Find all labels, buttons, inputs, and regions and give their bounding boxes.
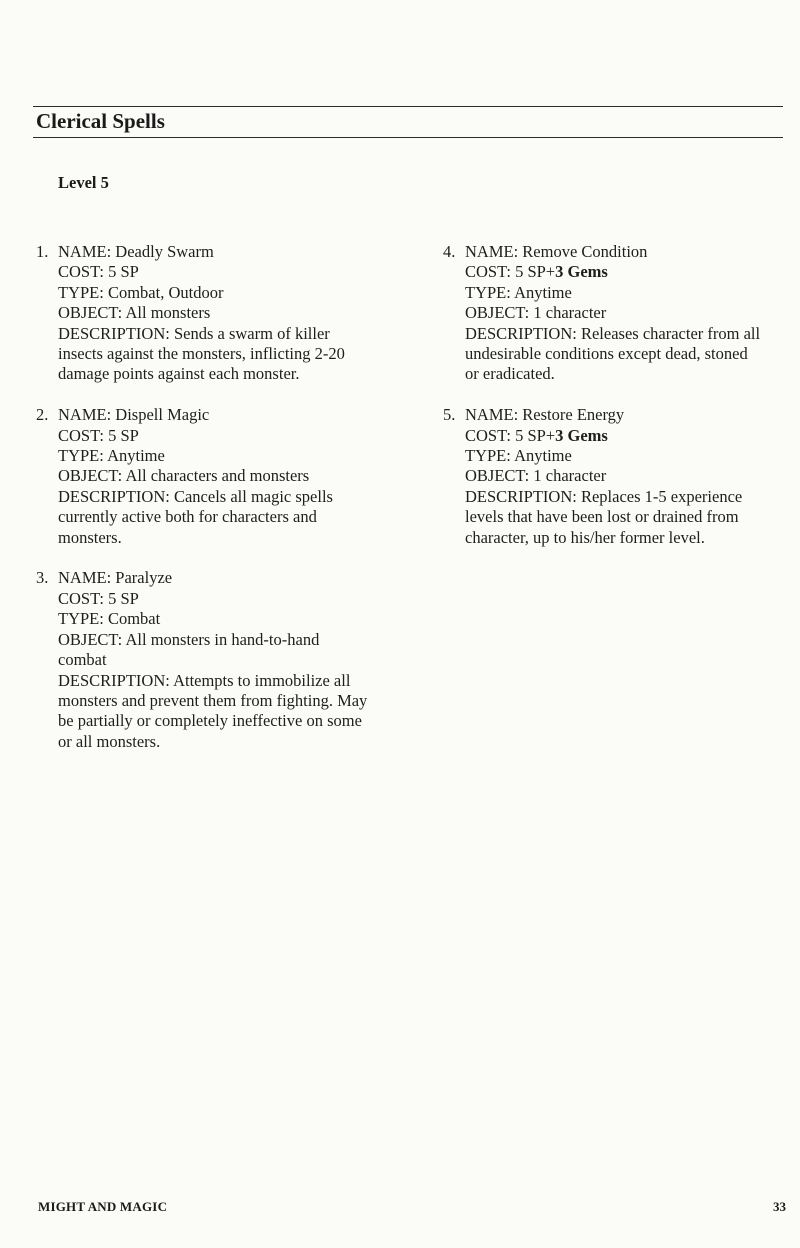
spell-description-line: [465, 324, 765, 385]
spell-type-line: [465, 446, 783, 466]
spell-number: 4.: [443, 242, 456, 261]
spell-name-line: [465, 405, 783, 425]
spell-cost: 5 SP: [108, 262, 139, 282]
page-number: 33: [773, 1199, 786, 1214]
spell-cost: 5 SP: [108, 588, 139, 608]
type-label: TYPE:: [58, 446, 108, 466]
spell-description: Cancels all magic spells currently active both for characters and monsters.: [58, 486, 333, 547]
type-label: TYPE:: [58, 282, 108, 302]
object-label: OBJECT:: [58, 629, 126, 649]
spell-type: Combat, Outdoor: [107, 282, 224, 302]
spell-description-line: [58, 671, 376, 753]
level-heading: Level 5: [58, 173, 109, 192]
description-label: DESCRIPTION:: [58, 486, 174, 506]
type-label: TYPE:: [465, 282, 515, 302]
spell-type-line: [58, 283, 376, 303]
spell-entry: [36, 568, 376, 752]
spell-cost-gems: 3 Gems: [555, 262, 608, 282]
footer-book-title: MIGHT AND MAGIC: [38, 1199, 168, 1214]
spell-object: All characters and monsters: [125, 466, 310, 486]
object-label: OBJECT:: [58, 466, 126, 486]
spell-cost-line: [465, 426, 783, 446]
description-label: DESCRIPTION:: [58, 670, 174, 690]
name-label: NAME:: [58, 568, 116, 588]
spell-cost-line: [465, 262, 783, 282]
header-rule-top: [33, 106, 783, 107]
spell-object: All monsters: [125, 303, 211, 323]
spell-cost-line: [58, 589, 376, 609]
description-label: DESCRIPTION:: [465, 486, 581, 506]
header-rule-bottom: [33, 137, 783, 138]
cost-label: COST:: [465, 262, 516, 282]
spell-entry: [36, 405, 376, 548]
section-title: Clerical Spells: [36, 109, 165, 133]
type-label: TYPE:: [465, 446, 515, 466]
spell-number: 2.: [36, 405, 49, 425]
spell-cost: 5 SP+: [515, 262, 556, 282]
spell-description: Attempts to immobilize all monsters and prevent them from fighting. May be partially or completely ineffective on some or all monsters.: [58, 670, 368, 751]
spell-name: Restore Energy: [522, 405, 625, 425]
spell-type-line: [465, 283, 783, 303]
cost-label: COST:: [58, 425, 109, 445]
spell-type: Anytime: [514, 282, 572, 302]
spell-type: Anytime: [514, 446, 572, 466]
description-label: DESCRIPTION:: [465, 323, 581, 343]
spell-entry: [443, 405, 783, 548]
spell-object-line: [465, 466, 783, 486]
spell-description-line: [58, 487, 346, 548]
name-label: NAME:: [465, 405, 523, 425]
spell-cost-line: [58, 426, 376, 446]
spell-object-line: [465, 303, 783, 323]
cost-label: COST:: [58, 262, 109, 282]
spell-type-line: [58, 609, 376, 629]
spell-column-left: [36, 242, 376, 773]
spell-type: Combat: [107, 609, 161, 629]
spell-entry: [443, 242, 783, 385]
cost-label: COST:: [465, 425, 516, 445]
spell-description-line: [58, 324, 346, 385]
object-label: OBJECT:: [465, 466, 534, 486]
spell-name-line: [58, 568, 376, 588]
spell-object: All monsters in hand-to-hand combat: [58, 629, 320, 670]
spell-cost-gems: 3 Gems: [555, 425, 608, 445]
spell-object-line: [58, 466, 376, 486]
spell-name-line: [465, 242, 783, 262]
spell-description-line: [465, 487, 777, 548]
spell-cost-line: [58, 262, 376, 282]
spell-cost: 5 SP+: [515, 425, 556, 445]
description-label: DESCRIPTION:: [58, 323, 174, 343]
spell-object-line: [58, 630, 338, 671]
spell-description: Sends a swarm of killer insects against the monsters, inflicting 2-20 damage points against each monster.: [58, 323, 345, 384]
spell-description: Replaces 1-5 experience levels that have been lost or drained from character, up to his/her former level.: [465, 486, 743, 547]
type-label: TYPE:: [58, 609, 108, 629]
spell-type-line: [58, 446, 376, 466]
spell-name: Remove Condition: [522, 242, 648, 261]
spell-column-right: [443, 242, 783, 568]
spell-description: Releases character from all undesirable conditions except dead, stoned or eradicated.: [465, 323, 761, 384]
cost-label: COST:: [58, 588, 109, 608]
spell-name-line: [58, 405, 376, 425]
spell-cost: 5 SP: [108, 425, 139, 445]
spell-object: 1 character: [533, 466, 607, 486]
spell-number: 3.: [36, 568, 49, 588]
spell-entry: [36, 242, 376, 385]
spell-name-line: [58, 242, 376, 262]
spell-object-line: [58, 303, 376, 323]
name-label: NAME:: [465, 242, 523, 261]
object-label: OBJECT:: [58, 303, 126, 323]
spell-name: Dispell Magic: [115, 405, 210, 425]
spell-type: Anytime: [107, 446, 165, 466]
spell-object: 1 character: [533, 303, 607, 323]
object-label: OBJECT:: [465, 303, 534, 323]
spell-name: Paralyze: [115, 568, 173, 588]
name-label: NAME:: [58, 242, 116, 261]
name-label: NAME:: [58, 405, 116, 425]
spell-name: Deadly Swarm: [115, 242, 214, 261]
spell-number: 5.: [443, 405, 456, 425]
spell-number: 1.: [36, 242, 49, 261]
